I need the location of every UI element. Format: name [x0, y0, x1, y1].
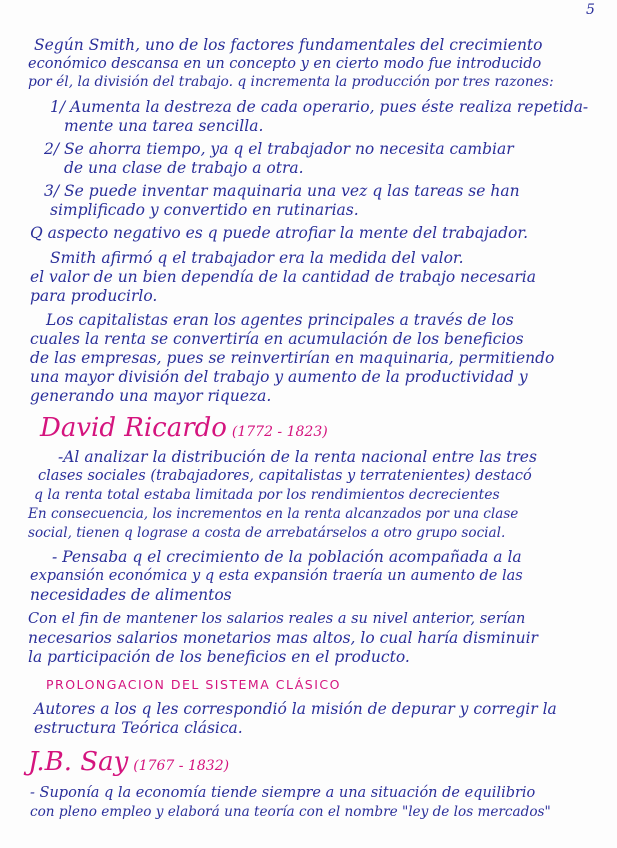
text-line-3: por él, la división del trabajo. q incrementa la producción por tres razones: [28, 74, 554, 90]
text-line-1: Según Smith, uno de los factores fundamentales del crecimiento [34, 36, 543, 54]
text-line-22: En consecuencia, los incrementos en la renta alcanzados por una clase [28, 506, 519, 522]
text-line-2: económico descansa en un concepto y en cierto modo fue introducido [28, 56, 542, 72]
text-line-11: Smith afirmó q el trabajador era la medida del valor. [50, 249, 464, 267]
text-line-20: clases sociales (trabajadores, capitalistas y terratenientes) destacó [38, 468, 532, 484]
text-line-5: mente una tarea sencilla. [64, 117, 264, 135]
text-line-12: el valor de un bien dependía de la cantidad de trabajo necesaria [30, 268, 536, 286]
text-line-10: Q aspecto negativo es q puede atrofiar la mente del trabajador. [30, 224, 529, 242]
text-line-19: -Al analizar la distribución de la renta nacional entre las tres [58, 448, 537, 466]
text-line-4: 1/ Aumenta la destreza de cada operario, pues éste realiza repetida- [50, 98, 589, 116]
text-line-27: Con el fin de mantener los salarios reales a su nivel anterior, serían [28, 611, 526, 627]
text-line-28: necesarios salarios monetarios mas altos, lo cual haría disminuir [28, 629, 538, 647]
text-line-6: 2/ Se ahorra tiempo, ya q el trabajador no necesita cambiar [44, 140, 514, 158]
heading-david-ricardo [40, 414, 328, 442]
ricardo-name: David Ricardo [40, 413, 227, 443]
text-line-16: de las empresas, pues se reinvertirían en maquinaria, permitiendo [30, 349, 555, 367]
heading-prolongacion: PROLONGACION DEL SISTEMA CLÁSICO [46, 677, 341, 692]
text-line-29: la participación de los beneficios en el producto. [28, 648, 410, 666]
text-line-32: - Suponía q la economía tiende siempre a una situación de equilibrio [30, 785, 536, 801]
text-line-14: Los capitalistas eran los agentes principales a través de los [46, 311, 514, 329]
text-line-30: Autores a los q les correspondió la misión de depurar y corregir la [34, 700, 557, 718]
text-line-15: cuales la renta se convertiría en acumulación de los beneficios [30, 330, 524, 348]
ricardo-years: (1772 - 1823) [231, 424, 328, 440]
heading-jb-say [28, 748, 229, 776]
text-line-23: social, tienen q lograse a costa de arrebatárselos a otro grupo social. [28, 525, 506, 541]
say-years: (1767 - 1832) [133, 758, 230, 774]
text-line-31: estructura Teórica clásica. [34, 719, 243, 737]
page-number: 5 [586, 2, 595, 18]
text-line-26: necesidades de alimentos [30, 586, 232, 604]
text-line-17: una mayor división del trabajo y aumento de la productividad y [30, 368, 528, 386]
say-name: J.B. Say [28, 747, 129, 777]
text-line-7: de una clase de trabajo a otra. [64, 159, 304, 177]
text-line-21: q la renta total estaba limitada por los rendimientos decrecientes [34, 487, 500, 503]
text-line-8: 3/ Se puede inventar maquinaria una vez q las tareas se han [44, 182, 520, 200]
text-line-13: para producirlo. [30, 287, 158, 305]
text-line-18: generando una mayor riqueza. [30, 387, 272, 405]
text-line-33: con pleno empleo y elaborá una teoría con el nombre "ley de los mercados" [30, 804, 551, 820]
text-line-25: expansión económica y q esta expansión traería un aumento de las [30, 568, 523, 584]
text-line-24: - Pensaba q el crecimiento de la población acompañada a la [52, 548, 522, 566]
text-line-9: simplificado y convertido en rutinarias. [50, 201, 359, 219]
